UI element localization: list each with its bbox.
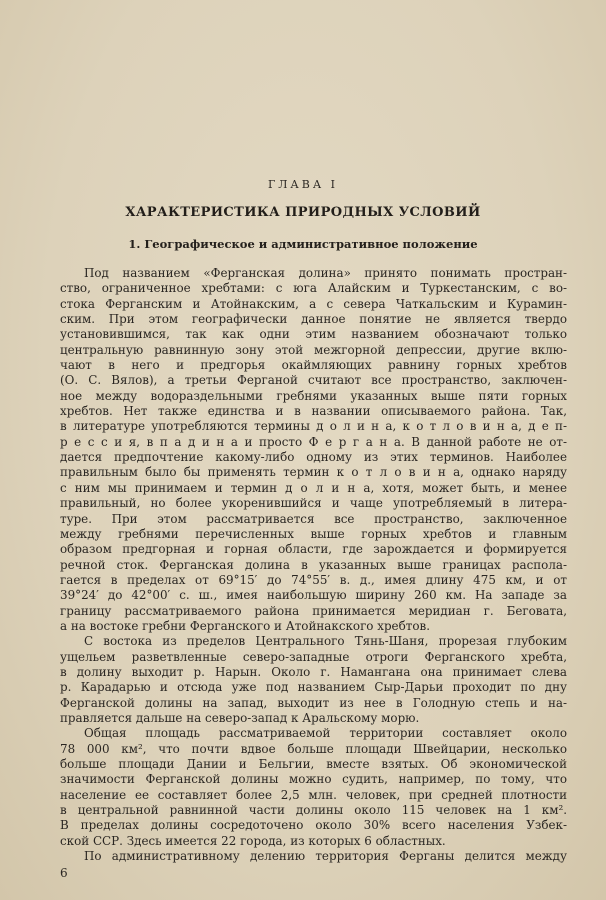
text-line: хребтов. Нет также единства и в названии описываемого района. Так, [60, 404, 567, 419]
page-number: 6 [60, 866, 68, 880]
section-title: 1. Географическое и административное положение [128, 237, 478, 251]
text-line: в центральной равнинной части долины около 115 человек на 1 км². [60, 803, 567, 818]
text-line: а на востоке гребни Ферганского и Атойнакского хребтов. [60, 618, 430, 633]
text-line: между гребнями перечисленных выше горных хребтов и главным [60, 526, 567, 541]
text-line: правильным было бы применять термин к о т л о в и н а, однако наряду [60, 465, 567, 480]
text-line: туре. При этом рассматривается все пространство, заключенное [60, 511, 567, 526]
text-line: правляется дальше на северо-запад к Аральскому морю. [60, 710, 420, 725]
text-line: р е с с и я, в п а д и н а и просто Ф е р г а н а. В данной работе не от- [60, 434, 567, 449]
text-line: правильный, но более укоренившийся и чаще употребляемый в литера- [60, 496, 567, 511]
text-line: р. Карадарью и отсюда уже под названием Сыр-Дарьи проходит по дну [60, 680, 567, 695]
text-line: (О. С. Вялов), а третьи Ферганой считают все пространство, заключен- [60, 373, 567, 388]
text-line: образом предгорная и горная области, где зарождается и формируется [60, 542, 567, 557]
text-line: ской ССР. Здесь имеется 22 города, из которых 6 областных. [60, 833, 446, 848]
text-line: 78 000 км², что почти вдвое больше площади Швейцарии, несколько [60, 741, 567, 756]
text-line: больше площади Дании и Бельгии, вместе взятых. Об экономической [60, 757, 567, 771]
text-line: значимости Ферганской долины можно судить, например, по тому, что [60, 772, 567, 787]
text-line: с ним мы принимаем и термин д о л и н а, хотя, может быть, и менее [60, 480, 567, 495]
text-line: ство, ограниченное хребтами: с юга Алайским и Туркестанским, с во- [60, 281, 567, 296]
text-line: В пределах долины сосредоточено около 30% всего населения Узбек- [60, 818, 567, 833]
text-line: дается предпочтение какому-либо одному из этих терминов. Наиболее [60, 450, 567, 465]
text-line: стока Ферганским и Атойнакским, а с севера Чаткальским и Курамин- [60, 296, 567, 311]
text-line: в долину выходит р. Нарын. Около г. Намангана она принимает слева [60, 664, 567, 679]
text-line: ским. При этом географически данное понятие не является твердо [60, 312, 567, 327]
text-line: в литературе употребляются термины д о л и н а, к о т л о в и н а, д е п- [60, 419, 567, 434]
text-line: С востока из пределов Центрального Тянь-Шаня, прорезая глубоким [84, 634, 567, 649]
text-line: ущельем разветвленные северо-западные отроги Ферганского хребта, [60, 649, 567, 664]
chapter-label: ГЛАВА I [267, 178, 339, 191]
body-text [60, 266, 567, 864]
text-line: население ее составляет более 2,5 млн. человек, при средней плотности [60, 787, 567, 802]
chapter-title: ХАРАКТЕРИСТИКА ПРИРОДНЫХ УСЛОВИЙ [125, 205, 481, 220]
text-line: По административному делению территория Ферганы делится между [84, 849, 567, 864]
text-line: установившимся, так как одни этим названием обозначают только [60, 327, 567, 342]
text-line: гается в пределах от 69°15′ до 74°55′ в. д., имея длину 475 км, и от [60, 572, 567, 587]
text-line: чают в него и предгорья окаймляющих равнину горных хребтов [60, 358, 567, 373]
text-line: Общая площадь рассматриваемой территории составляет около [84, 726, 567, 741]
text-line: границу рассматриваемого района принимается меридиан г. Беговата, [60, 603, 567, 618]
text-line: центральную равнинную зону этой межгорной депрессии, другие вклю- [60, 342, 567, 357]
text-line: ное между водораздельными гребнями указанных выше пяти горных [60, 388, 567, 403]
text-line: речной сток. Ферганская долина в указанных выше границах распола- [60, 557, 567, 572]
text-line: 39°24′ до 42°00′ с. ш., имея наибольшую ширину 260 км. На западе за [60, 588, 567, 603]
text-line: Ферганской долины на запад, выходит из нее в Голодную степь и на- [60, 695, 567, 710]
text-line: Под названием «Ферганская долина» принято понимать простран- [84, 266, 567, 280]
